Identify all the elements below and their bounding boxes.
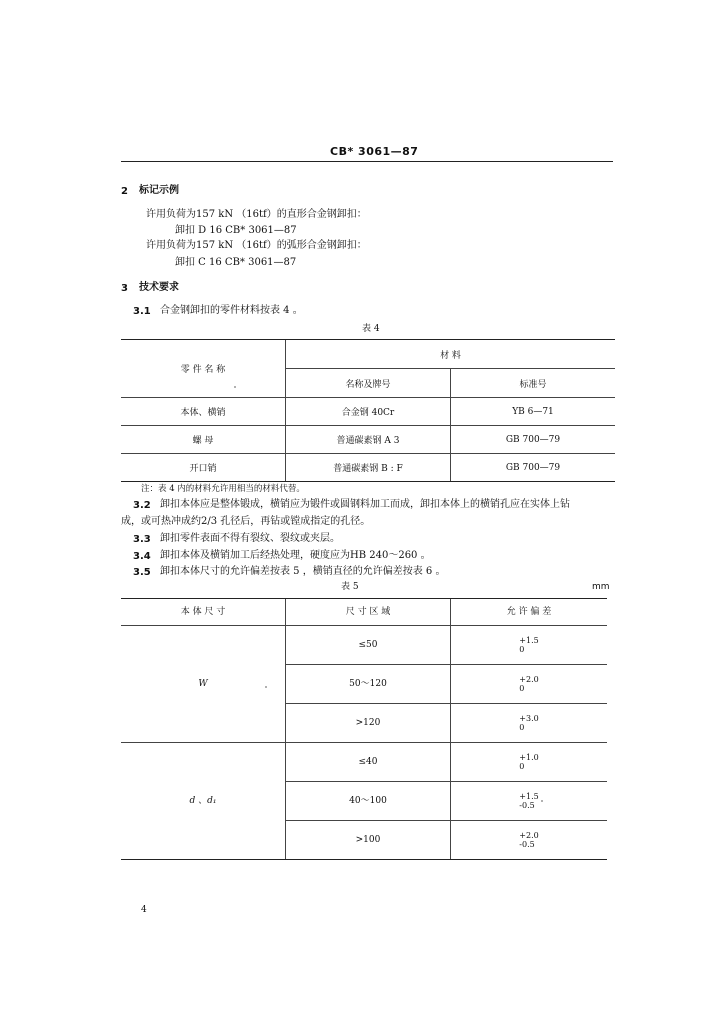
- table-5-dim-d: d 、d₁: [121, 743, 286, 860]
- table-5-range: 50～120: [286, 665, 451, 704]
- table-row: [121, 626, 607, 665]
- table-4-header-material: 材 料: [286, 340, 616, 369]
- example-line-4: 卸扣 C 16 CB* 3061—87: [175, 257, 297, 268]
- table-5-range: 40～100: [286, 782, 451, 821]
- item-3-5-text: 卸扣本体尺寸的允许偏差按表 5 ，横销直径的允许偏差按表 6 。: [160, 566, 446, 577]
- table-4-note: 注：表 4 内的材料允许用相当的材料代替。: [141, 484, 305, 494]
- section-2-title: 标记示例: [139, 185, 179, 196]
- page-number: 4: [141, 905, 147, 915]
- table-5-range: >120: [286, 704, 451, 743]
- table-5-header-tol: 允 许 偏 差: [451, 599, 608, 626]
- tol-lower: 0: [519, 761, 525, 771]
- table-4-cell-grade: 合金钢 40Cr: [286, 398, 451, 426]
- item-3-1-number: 3.1: [133, 306, 151, 317]
- item-3-4-number: 3.4: [133, 551, 151, 562]
- standard-header: CB* 3061—87: [330, 145, 419, 158]
- example-line-1: 许用负荷为157 kN （16tf）的直形合金钢卸扣：: [146, 209, 367, 220]
- tol-lower: 0: [519, 722, 525, 732]
- tol-upper: +1.5: [519, 635, 539, 645]
- table-5-range: ≤50: [286, 626, 451, 665]
- table-5-range: >100: [286, 821, 451, 860]
- tol-lower: -0.5: [519, 839, 535, 849]
- item-3-4-text: 卸扣本体及横销加工后经热处理，硬度应为HB 240～260 。: [160, 550, 431, 561]
- table-5-unit: mm: [592, 582, 610, 592]
- tol-upper: +1.5: [519, 791, 539, 801]
- item-3-3-number: 3.3: [133, 534, 151, 545]
- table-4-caption: 表 4: [362, 324, 380, 334]
- tol-upper: +2.0: [519, 674, 539, 684]
- tol-upper: +2.0: [519, 830, 539, 840]
- header-rule: [121, 161, 613, 162]
- tol-lower: 0: [519, 644, 525, 654]
- section-3-title: 技术要求: [139, 282, 179, 293]
- table-4-header-part: 零 件 名 称: [121, 340, 286, 398]
- tol-lower: 0: [519, 683, 525, 693]
- table-5-tol: [451, 782, 608, 821]
- table-4-cell-std: GB 700—79: [451, 454, 616, 482]
- table-5-tol: [451, 626, 608, 665]
- item-3-2-text: 卸扣本体应是整体锻成，横销应为锻件或圆钢料加工而成，卸扣本体上的横销孔应在实体上钻: [160, 499, 570, 510]
- table-4-cell-std: YB 6—71: [451, 398, 616, 426]
- table-5-dim-w: W: [121, 626, 286, 743]
- item-3-1-text: 合金钢卸扣的零件材料按表 4 。: [160, 305, 303, 316]
- item-3-3-text: 卸扣零件表面不得有裂纹、裂纹或夹层。: [160, 533, 340, 544]
- table-row: [121, 454, 615, 482]
- scan-speck: [234, 386, 236, 388]
- table-5-header-range: 尺 寸 区 域: [286, 599, 451, 626]
- tol-upper: +1.0: [519, 752, 539, 762]
- tol-upper: +3.0: [519, 713, 539, 723]
- table-5-header-dim: 本 体 尺 寸: [121, 599, 286, 626]
- table-5-caption: 表 5: [341, 582, 359, 592]
- item-3-2-cont: 成，或可热冲成约2/3 孔径后，再钻或镗成指定的孔径。: [121, 516, 371, 527]
- table-row: [121, 743, 607, 782]
- table-5-range: ≤40: [286, 743, 451, 782]
- table-5-tol: [451, 821, 608, 860]
- section-2-number: 2: [121, 186, 128, 197]
- scan-speck: [541, 800, 543, 802]
- table-4-cell-std: GB 700—79: [451, 426, 616, 454]
- item-3-5-number: 3.5: [133, 567, 151, 578]
- example-line-2: 卸扣 D 16 CB* 3061—87: [175, 225, 297, 236]
- section-3-number: 3: [121, 283, 128, 294]
- table-4-cell-part: 螺 母: [121, 426, 286, 454]
- scan-speck: [265, 686, 267, 688]
- table-row: [121, 426, 615, 454]
- example-line-3: 许用负荷为157 kN （16tf）的弧形合金钢卸扣：: [146, 240, 367, 251]
- table-4-cell-part: 本体、横销: [121, 398, 286, 426]
- table-4-header-std: 标准号: [451, 369, 616, 398]
- table-4: [121, 339, 615, 482]
- tol-lower: -0.5: [519, 800, 535, 810]
- table-5-tol: [451, 743, 608, 782]
- table-row: [121, 398, 615, 426]
- item-3-2-number: 3.2: [133, 500, 151, 511]
- table-4-cell-grade: 普通碳素钢 B : F: [286, 454, 451, 482]
- table-4-cell-grade: 普通碳素钢 A 3: [286, 426, 451, 454]
- table-5-tol: [451, 665, 608, 704]
- table-5-tol: [451, 704, 608, 743]
- table-4-header-grade: 名称及牌号: [286, 369, 451, 398]
- table-4-cell-part: 开口销: [121, 454, 286, 482]
- table-5: [121, 598, 607, 860]
